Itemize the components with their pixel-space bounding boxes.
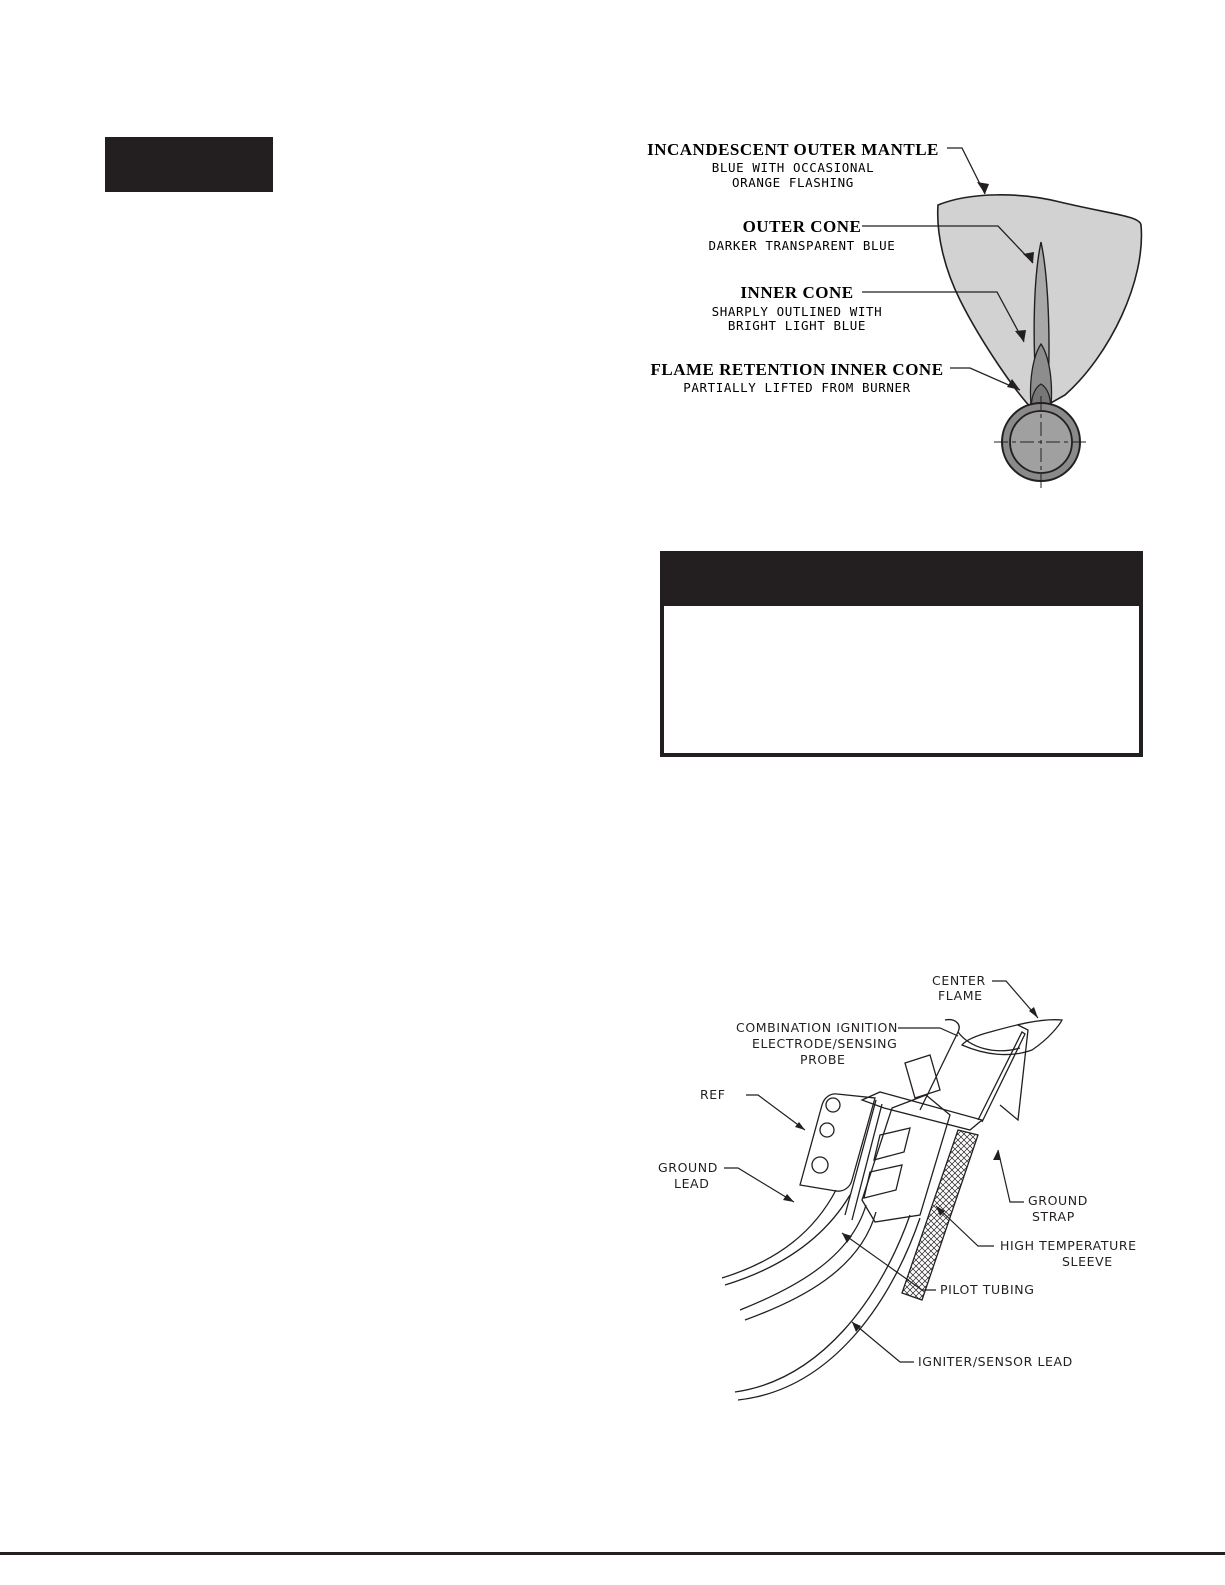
pilot-label-ground-strap-1: STRAP [1032, 1209, 1075, 1224]
flame-label-1-desc-0: DARKER TRANSPARENT BLUE [708, 238, 896, 253]
notice-box [660, 551, 1143, 757]
flame-label-0-desc-1: ORANGE FLASHING [732, 175, 854, 190]
notice-box-header [664, 555, 1139, 606]
pilot-label-ground-lead-0: GROUND [658, 1160, 718, 1175]
flame-label-1-title: OUTER CONE [742, 217, 862, 236]
pilot-label-sleeve-1: SLEEVE [1062, 1254, 1113, 1269]
pilot-label-pilot-tubing: PILOT TUBING [940, 1282, 1035, 1297]
flame-diagram [640, 130, 1160, 500]
pilot-label-ground-strap-0: GROUND [1028, 1193, 1088, 1208]
pilot-assembly-svg [640, 960, 1160, 1420]
flame-diagram-svg [640, 130, 1160, 500]
pilot-label-igniter-lead: IGNITER/SENSOR LEAD [918, 1354, 1073, 1369]
flame-label-2-desc-0: SHARPLY OUTLINED WITH [711, 304, 883, 319]
electrode-rod [920, 1020, 959, 1110]
pilot-label-electrode-0: COMBINATION IGNITION [736, 1020, 898, 1035]
section-heading-tab [105, 137, 273, 192]
flame-label-3-desc-0: PARTIALLY LIFTED FROM BURNER [683, 380, 911, 395]
flame-label-0-desc-0: BLUE WITH OCCASIONAL [711, 160, 875, 175]
flame-label-3-title: FLAME RETENTION INNER CONE [650, 360, 944, 379]
igniter-lead-wire [735, 1215, 920, 1400]
ground-strap-shape [1000, 1025, 1028, 1120]
footer-rule [0, 1552, 1225, 1555]
pilot-label-ground-lead-1: LEAD [674, 1176, 710, 1191]
flame-label-2-title: INNER CONE [740, 283, 854, 302]
pilot-label-center-flame-0: CENTER [932, 973, 986, 988]
pilot-label-center-flame-1: FLAME [938, 988, 983, 1003]
flame-label-2-desc-1: BRIGHT LIGHT BLUE [727, 318, 867, 333]
flame-label-0-title: INCANDESCENT OUTER MANTLE [647, 140, 939, 159]
pilot-label-sleeve-0: HIGH TEMPERATURE [1000, 1238, 1137, 1253]
pilot-assembly-diagram [640, 960, 1160, 1420]
pilot-label-electrode-1: ELECTRODE/SENSING [752, 1036, 898, 1051]
pilot-label-ref: REF [700, 1087, 726, 1102]
pilot-label-electrode-2: PROBE [800, 1052, 846, 1067]
